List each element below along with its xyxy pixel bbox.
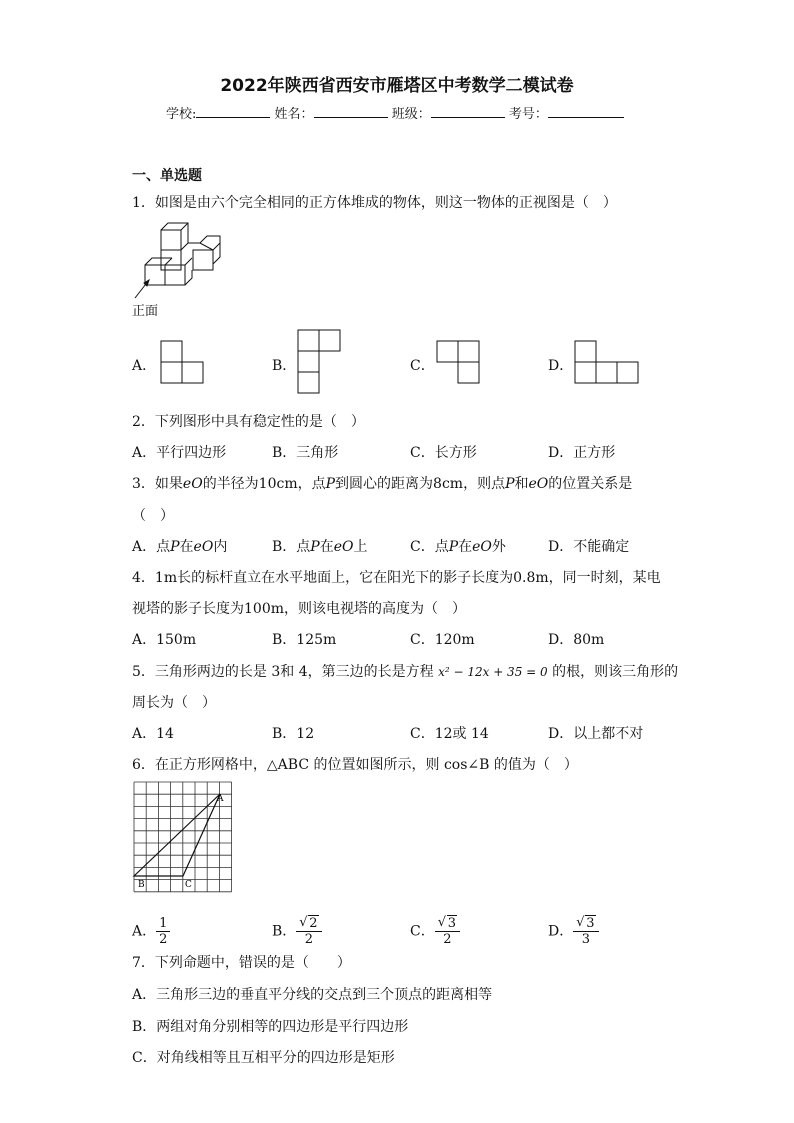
question-6-text: 6．在正方形网格中，△ABC 的位置如图所示，则 cos∠B 的值为（ ） (132, 757, 578, 773)
student-info (166, 103, 624, 122)
q5-option-c[interactable]: C．12或 14 (410, 726, 489, 742)
option-a-figure (160, 340, 206, 386)
q3-option-b[interactable]: B．点P在eO上 (272, 539, 368, 555)
name-label: 姓名： (274, 107, 314, 122)
school-blank[interactable] (196, 104, 270, 118)
number-label: 考号： (508, 107, 548, 122)
question-3-line2: （ ） (132, 508, 174, 524)
q4-option-b[interactable]: B．125m (272, 632, 337, 648)
name-blank[interactable] (314, 104, 388, 118)
q1-option-b[interactable]: B． (272, 358, 297, 374)
page-title: 2022年陕西省西安市雁塔区中考数学二模试卷 (220, 76, 574, 96)
q3-option-d[interactable]: D．不能确定 (548, 539, 630, 555)
question-2-text: 2．下列图形中具有稳定性的是（ ） (132, 414, 365, 430)
q7-option-a[interactable]: A．三角形三边的垂直平分线的交点到三个顶点的距离相等 (132, 987, 493, 1003)
vertex-a-label: A (217, 794, 224, 804)
option-b-figure (297, 329, 343, 397)
q2-option-b[interactable]: B．三角形 (272, 445, 339, 461)
equation: x² − 12x + 35 = 0 (438, 665, 548, 679)
vertex-c-label: C (185, 880, 192, 890)
q4-option-d[interactable]: D．80m (548, 632, 605, 648)
q5-option-d[interactable]: D．以上都不对 (548, 726, 644, 742)
front-label: 正面 (132, 304, 159, 319)
question-1-text: 1．如图是由六个完全相同的正方体堆成的物体，则这一物体的正视图是（ ） (132, 195, 617, 211)
vertex-b-label: B (138, 880, 145, 890)
q6-option-d[interactable]: D． √ $\frac{3}{3}$ (548, 916, 599, 947)
q3-option-a[interactable]: A．点P在eO内 (132, 539, 228, 555)
q7-option-c[interactable]: C．对角线相等且互相平分的四边形是矩形 (132, 1050, 395, 1066)
q5-option-b[interactable]: B．12 (272, 726, 315, 742)
question-7-text: 7．下列命题中，错误的是（ ） (132, 955, 351, 971)
class-label: 班级： (391, 107, 431, 122)
question-4-line1: 4．1m长的标杆直立在水平地面上，它在阳光下的影子长度为0.8m，同一时刻，某电 (132, 570, 661, 586)
q1-option-c[interactable]: C． (410, 358, 435, 374)
section-heading: 一、单选题 (132, 168, 202, 184)
q1-option-d[interactable]: D． (548, 358, 574, 374)
q4-option-a[interactable]: A．150m (132, 632, 197, 648)
q1-option-a[interactable]: A． (132, 358, 157, 374)
q2-option-c[interactable]: C．长方形 (410, 445, 477, 461)
q2-option-d[interactable]: D．正方形 (548, 445, 616, 461)
class-blank[interactable] (431, 104, 505, 118)
question-5-line1: 5．三角形两边的长是 3和 4，第三边的长是方程 x² − 12x + 35 = 0 的根，则该三角形的 (132, 664, 679, 680)
q6-option-a[interactable]: A． $\frac{1}{2}$ (132, 916, 170, 947)
cube-stack-figure (133, 220, 223, 300)
q6-option-c[interactable]: C． √ $\frac{3}{2}$ (410, 916, 460, 947)
q5-option-a[interactable]: A．14 (132, 726, 174, 742)
q2-option-a[interactable]: A．平行四边形 (132, 445, 227, 461)
school-label: 学校: (166, 107, 197, 122)
q3-option-c[interactable]: C．点P在eO外 (410, 539, 506, 555)
option-c-figure (436, 340, 482, 386)
question-4-line2: 视塔的影子长度为100m，则该电视塔的高度为（ ） (132, 601, 466, 617)
question-3-line1: 3．如果eO的半径为10cm，点P到圆心的距离为8cm，则点P和eO的位置关系是 (132, 476, 633, 492)
option-d-figure (574, 340, 642, 386)
q6-option-b[interactable]: B． √ $\frac{2}{2}$ (272, 916, 322, 947)
question-5-line2: 周长为（ ） (132, 695, 216, 711)
q7-option-b[interactable]: B．两组对角分别相等的四边形是平行四边形 (132, 1019, 409, 1035)
q4-option-c[interactable]: C．120m (410, 632, 475, 648)
grid-triangle-figure (132, 780, 238, 900)
number-blank[interactable] (548, 104, 624, 118)
